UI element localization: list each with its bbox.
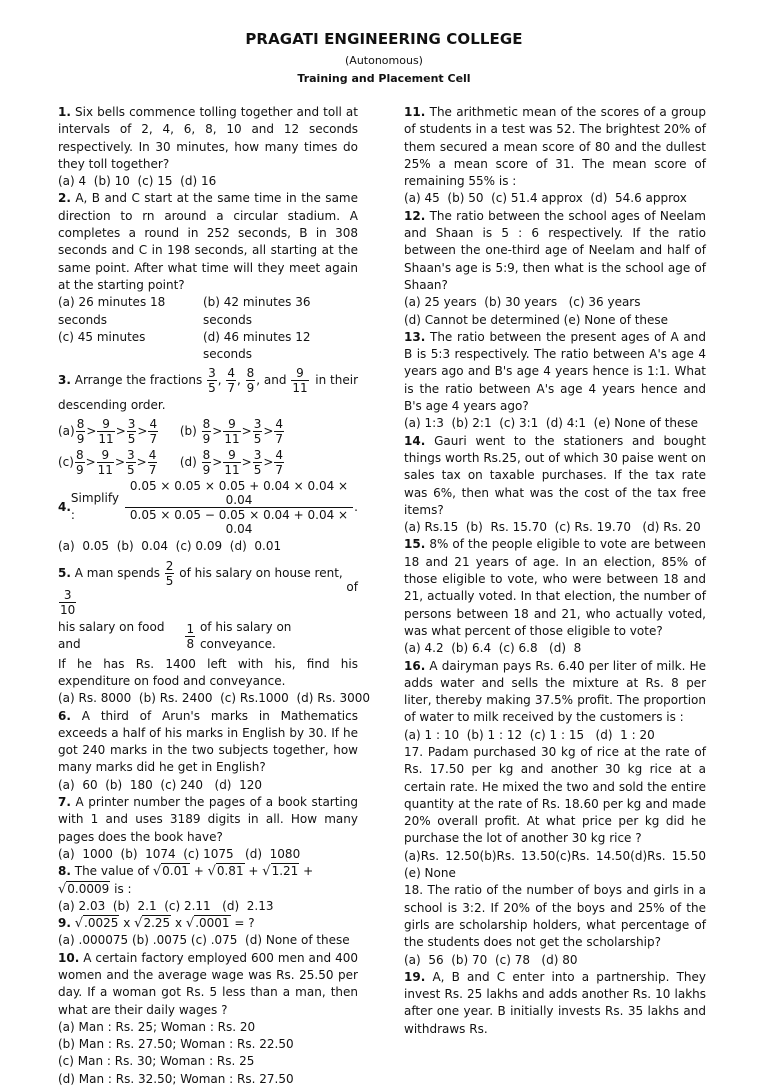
option-d: (d) Man : Rs. 32.50; Woman : Rs. 27.50: [58, 1071, 294, 1086]
question-number: 14.: [404, 433, 426, 448]
question-number: 3.: [58, 373, 71, 388]
question-number: 16.: [404, 658, 426, 673]
option-a: (a) Man : Rs. 25; Woman : Rs. 20: [58, 1019, 256, 1034]
option-b: (b) $\frac{8}{9}$ > $\frac{9}{11}$ > $\frac{3}{5}$ > $\frac{4}{7}$: [179, 416, 284, 446]
option-c: (c) 45 minutes: [58, 329, 146, 344]
options: (d) Cannot be determined (e) None of these: [404, 312, 669, 327]
fraction: $\frac{3}{5}$: [208, 366, 216, 396]
options: [58, 448, 358, 477]
question-14: [404, 433, 706, 519]
question-number: 5.: [58, 566, 71, 581]
options: (a) 4.2 (b) 6.4 (c) 6.8 (d) 8: [404, 641, 582, 656]
question-11: [404, 104, 706, 190]
options: (a) 1 : 10 (b) 1 : 12 (c) 1 : 15 (d) 1 : 20: [404, 727, 655, 742]
question-4: 4. Simplify : $\frac{0.05 \times 0.05 \times 0.05 + 0.04 \times 0.04 \times 0.04}{0.05 \times 0.05 - 0.05 \times 0.04 + 0.04 \times 0.04}$ .: [58, 478, 358, 536]
question-16: [404, 658, 706, 727]
question-number: 1.: [58, 105, 71, 119]
question-18: 18. The ratio of the number of boys and girls in a school is 3:2. If 20% of the boys and 25% of the girls are scholarship holders, what percentage of the students does not get the scholarship?: [404, 883, 706, 950]
question-text: The arithmetic mean of the scores of a group of students in a test was 52. The brightest 20% of them secured a mean score of 80 and the dullest 25% a mean score of 31. The mean score of remaining 55% is :: [404, 105, 706, 189]
question-number: 7.: [58, 795, 71, 810]
question-number: 8.: [58, 864, 71, 879]
options: (a) 60 (b) 180 (c) 240 (d) 120: [58, 777, 263, 792]
options: (a) 2.03 (b) 2.1 (c) 2.11 (d) 2.13: [58, 898, 274, 913]
right-column: [404, 104, 706, 1038]
and-word: and: [263, 373, 287, 388]
question-9: 9. √.0025 x √2.25 x √.0001 = ?: [58, 916, 255, 932]
question-text: Simplify :: [70, 490, 119, 523]
question-7: [58, 794, 358, 846]
left-column: [58, 104, 370, 1088]
question-text: The ratio between the school ages of Neelam and Shaan is 5 : 6 respectively. If the ratio between the one-third age of Neelam and half of Shaan's age is 5:9, then what is the school age of Shaan?: [404, 208, 706, 292]
question-text: in their: [315, 373, 358, 388]
fraction: $\frac{9}{11}$: [292, 366, 308, 396]
options: (a) Rs. 8000 (b) Rs. 2400 (c) Rs.1000 (d) Rs. 3000: [58, 691, 370, 706]
question-number: 19.: [404, 969, 426, 984]
simplify-fraction: $\frac{0.05 \times 0.05 \times 0.05 + 0.04 \times 0.04 \times 0.04}{0.05 \times 0.05 - 0.05 \times 0.04 + 0.04 \times 0.04}$: [125, 479, 353, 536]
question-text: A certain factory employed 600 men and 400 women and the average wage was Rs. 25.50 per day. If a woman got Rs. 5 less than a man, then what are their daily wages ?: [58, 950, 358, 1017]
options: (a) 1000 (b) 1074 (c) 1075 (d) 1080: [58, 846, 301, 861]
college-name: PRAGATI ENGINEERING COLLEGE: [245, 30, 523, 48]
question-number: 12.: [404, 208, 426, 223]
question-text: Six bells commence tolling together and toll at intervals of 2, 4, 6, 8, 10 and 12 seconds respectively. In 30 minutes, how many times do they toll together?: [58, 105, 358, 171]
options: (a) 56 (b) 70 (c) 78 (d) 80: [404, 952, 578, 967]
question-text: 8% of the people eligible to vote are between 18 and 21 years of age. In an election, 85% of those eligible to vote, who were between 18 and 21, actually voted. In that election, the number of persons between 18 and 21, who actually voted, was what percent of those eligible to vote?: [404, 537, 706, 638]
options: (a) 4 (b) 10 (c) 15 (d) 16: [58, 174, 217, 189]
question-3: 3. Arrange the fractions $\frac{3}{5}$ , $\frac{4}{7}$ , $\frac{8}{9}$ , and $\frac{9}{11}$ in their: [58, 366, 358, 396]
question-text: descending order.: [58, 398, 166, 413]
question-text: A, B and C start at the same time in the same direction to rn around a circular stadium. A completes a round in 252 seconds, B in 308 seconds and C in 198 seconds, all starting at the same point. After what time will they meet again at the starting point?: [58, 191, 358, 292]
question-text: A, B and C enter into a partnership. They invest Rs. 25 lakhs and adds another Rs. 10 lakhs after one year. B initially invests Rs. 35 lakhs and withdraws Rs.: [404, 969, 706, 1036]
question-2: [58, 190, 358, 294]
options: (a) 1:3 (b) 2:1 (c) 3:1 (d) 4:1 (e) None of these: [404, 416, 699, 431]
option-a: (a) $\frac{8}{9}$ > $\frac{9}{11}$ > $\frac{3}{5}$ > $\frac{4}{7}$: [58, 416, 158, 446]
question-19: [404, 969, 706, 1038]
options: (a) .000075 (b) .0075 (c) .075 (d) None of these: [58, 933, 350, 948]
question-number: 13.: [404, 329, 426, 344]
option-d: (d) $\frac{8}{9}$ > $\frac{9}{11}$ > $\frac{3}{5}$ > $\frac{4}{7}$: [179, 447, 284, 477]
autonomous-label: (Autonomous): [345, 54, 423, 67]
options: [58, 294, 358, 329]
options: [58, 417, 358, 446]
options: [58, 329, 358, 364]
option-b: (b) Man : Rs. 27.50; Woman : Rs. 22.50: [58, 1037, 294, 1052]
options: (a)Rs. 12.50(b)Rs. 13.50(c)Rs. 14.50(d)Rs. 15.50 (e) None: [404, 848, 706, 881]
question-5: 5. A man spends $\frac{2}{5}$ of his salary on house rent, $\frac{3}{10}$ of: [58, 559, 358, 618]
options: (a) Rs.15 (b) Rs. 15.70 (c) Rs. 19.70 (d) Rs. 20: [404, 520, 701, 535]
question-number: 15.: [404, 537, 426, 552]
question-text: A third of Arun's marks in Mathematics exceeds a half of his marks in English by 30. If he got 240 marks in the two subjects together, how many marks did he get in English?: [58, 708, 358, 775]
question-number: 9.: [58, 916, 71, 931]
fraction: $\frac{4}{7}$: [227, 366, 235, 396]
question-15: [404, 536, 706, 640]
option-c: (c) Man : Rs. 30; Woman : Rs. 25: [58, 1054, 255, 1069]
question-1: [58, 104, 358, 173]
option-a: (a) 26 minutes 18 seconds: [58, 295, 166, 327]
question-number: 4.: [58, 499, 71, 514]
question-number: 11.: [404, 105, 426, 119]
question-text: A dairyman pays Rs. 6.40 per liter of milk. He adds water and sells the mixture at Rs. 8 per liter, thereby making 37.5% profit. The proportion of water to milk received by the customers is :: [404, 658, 706, 725]
options: (a) 0.05 (b) 0.04 (c) 0.09 (d) 0.01: [58, 538, 282, 553]
question-number: 6.: [58, 708, 71, 723]
question-5-line2: his salary on food and $\frac{1}{8}$ of his salary on conveyance.: [58, 620, 292, 652]
question-8: 8. The value of √0.01 + √0.81 + √1.21 + √0.0009 is :: [58, 864, 314, 897]
question-text: A printer number the pages of a book starting with 1 and uses 3189 digits in all. How many pages does the book have?: [58, 795, 358, 844]
option-c: (c) $\frac{8}{9}$ > $\frac{9}{11}$ > $\frac{3}{5}$ > $\frac{4}{7}$: [58, 447, 157, 477]
page-header: [0, 30, 768, 85]
options: (a) 45 (b) 50 (c) 51.4 approx (d) 54.6 approx: [404, 191, 687, 206]
question-number: 10.: [58, 950, 80, 965]
question-text: Arrange the fractions: [70, 373, 203, 388]
question-number: 2.: [58, 191, 71, 206]
question-6: [58, 708, 358, 777]
question-17: 17. Padam purchased 30 kg of rice at the rate of Rs. 17.50 per kg and another 30 kg rice at a certain rate. He mixed the two and sold the entire quantity at the rate of Rs. 18.60 per kg and made 20% overall profit. At what price per kg did he purchase the lot of another 30 kg rice ?: [404, 744, 706, 846]
question-10: [58, 950, 358, 1019]
option-b: (b) 42 minutes 36 seconds: [202, 295, 311, 327]
question-text: If he has Rs. 1400 left with his, find his expenditure on food and conveyance.: [58, 656, 358, 688]
fraction: $\frac{8}{9}$: [246, 366, 255, 396]
cell-name: Training and Placement Cell: [297, 72, 471, 85]
option-d: (d) 46 minutes 12 seconds: [202, 329, 311, 362]
options: (a) 25 years (b) 30 years (c) 36 years: [404, 295, 641, 310]
question-text: The ratio between the present ages of A and B is 5:3 respectively. The ratio between A's age 4 years ago and B's age 4 years hence is 1:1. What is the ratio between A's age 4 years hence and B's age 4 years ago?: [404, 329, 706, 414]
question-12: [404, 208, 706, 294]
question-text: Gauri went to the stationers and bought things worth Rs.25, out of which 30 paise went on sales tax on taxable purchases. If the tax rate was 6%, then what was the cost of the tax free items?: [404, 433, 706, 517]
question-13: [404, 329, 706, 415]
